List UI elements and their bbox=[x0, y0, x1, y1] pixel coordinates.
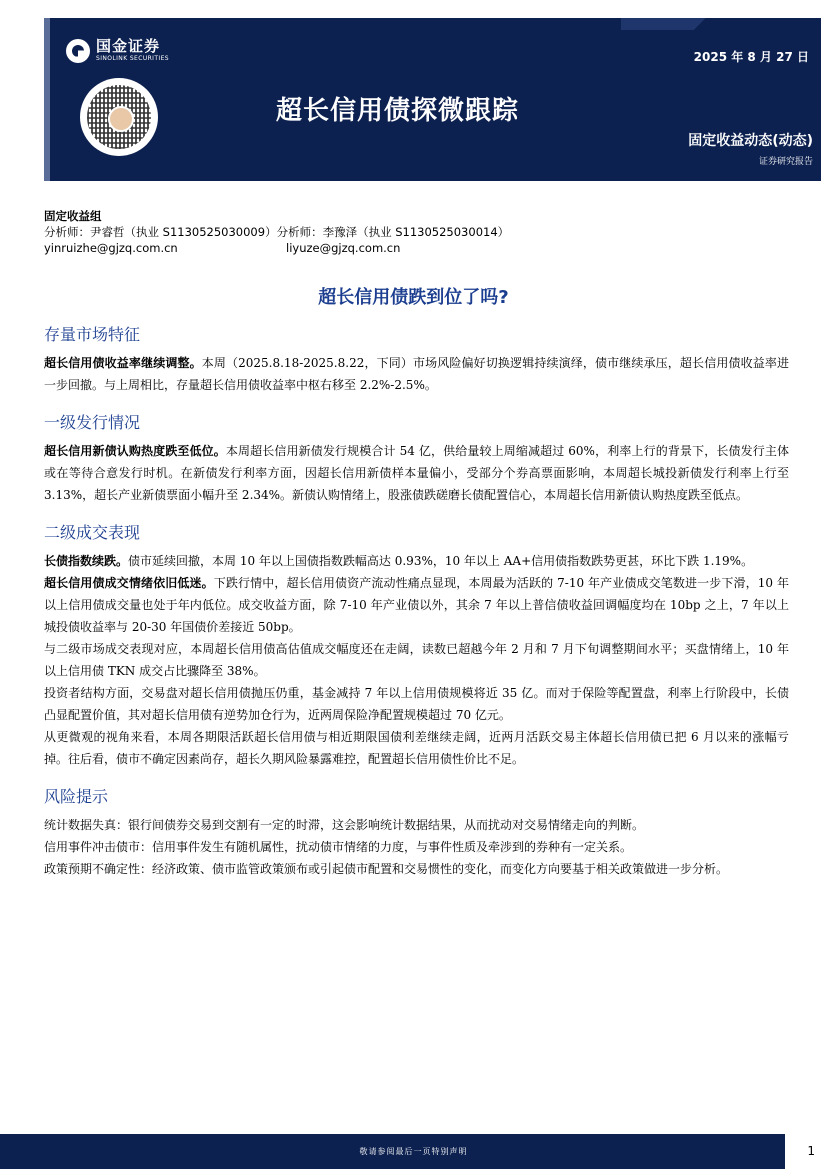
paragraph-text: 从更微观的视角来看，本周各期限活跃超长信用债与相近期限国债利差继续走阔，近两月活跃交易主体超长信用债已把 6 月以来的涨幅亏掉。往后看，债市不确定因素尚存，超长久期风险暴露难控，配置超长信用债性价比不足。 bbox=[44, 730, 789, 766]
paragraph-text: 与二级市场成交表现对应，本周超长信用债高估值成交幅度还在走阔，读数已超越今年 2 月和 7 月下旬调整期间水平；买盘情绪上，10 年以上信用债 TKN 成交占比骤降至 38%。 bbox=[44, 642, 789, 678]
report-series-title: 超长信用债探微跟踪 bbox=[276, 96, 520, 126]
analysts-line: 分析师：尹睿哲（执业 S1130525030009）分析师：李豫泽（执业 S1130525030014） bbox=[44, 225, 510, 239]
logo-name-cn: 国金证券 bbox=[96, 37, 161, 55]
paragraph-text: 下跌行情中，超长信用债资产流动性痛点显现，本周最为活跃的 7-10 年产业债成交笔数进一步下滑，10 年以上信用债成交量也处于年内低位。成交收益方面，除 7-10 年产业债以外，其余 7 年以上普信债收益回调幅度均在 10bp 之上，7 年以上城投债收益率与 20-30 年国债价差接近 50bp。 bbox=[44, 576, 789, 634]
report-body bbox=[44, 324, 789, 896]
report-header bbox=[44, 18, 821, 181]
body-paragraph bbox=[44, 638, 789, 682]
paragraph-lead: 长债指数续跌。 bbox=[44, 554, 129, 568]
body-paragraph bbox=[44, 440, 789, 506]
page-footer bbox=[0, 1134, 827, 1169]
paragraph-text: 信用事件冲击债市：信用事件发生有随机属性，扰动债市情绪的力度，与事件性质及牵涉到的券种有一定关系。 bbox=[44, 840, 633, 854]
paragraph-lead: 超长信用债收益率继续调整。 bbox=[44, 356, 202, 370]
report-section bbox=[44, 324, 789, 396]
paragraph-lead: 超长信用新债认购热度跌至低位。 bbox=[44, 444, 226, 458]
paragraph-text: 投资者结构方面，交易盘对超长信用债抛压仍重，基金减持 7 年以上信用债规模将近 35 亿。而对于保险等配置盘，利率上行阶段中，长债凸显配置价值，其对超长信用债有逆势加仓行为，近两周保险净配置规模超过 70 亿元。 bbox=[44, 686, 789, 722]
paragraph-text: 本周超长信用新债发行规模合计 54 亿，供给量较上周缩减超过 60%，利率上行的背景下，长债发行主体或在等待合意发行时机。在新债发行利率方面，因超长信用新债样本量偏小，受部分个券高票面影响，本周超长城投新债发行利率上行至 3.13%，超长产业新债票面小幅升至 2.34%。新债认购情绪上，股涨债跌磋磨长债配置信心，本周超长信用新债认购热度跌至低点。 bbox=[44, 444, 789, 502]
team-name: 固定收益组 bbox=[44, 209, 102, 223]
footer-disclaimer: 敬请参阅最后一页特别声明 bbox=[359, 1147, 468, 1156]
paragraph-text: 债市延续回撤，本周 10 年以上国债指数跌幅高达 0.93%，10 年以上 AA+信用债指数跌势更甚，环比下跌 1.19%。 bbox=[128, 554, 754, 568]
report-type: 固定收益动态(动态) bbox=[688, 133, 813, 149]
section-heading: 一级发行情况 bbox=[44, 413, 141, 432]
report-section bbox=[44, 522, 789, 770]
analyst-email-1[interactable]: yinruizhe@gjzq.com.cn bbox=[44, 241, 178, 255]
analyst-email-2[interactable]: liyuze@gjzq.com.cn bbox=[286, 241, 401, 255]
report-section bbox=[44, 786, 789, 880]
paragraph-text: 本周（2025.8.18-2025.8.22，下同）市场风险偏好切换逻辑持续演绎，债市继续承压，超长信用债收益率进一步回撤。与上周相比，存量超长信用债收益率中枢右移至 2.2%-2.5%。 bbox=[44, 356, 789, 392]
body-paragraph bbox=[44, 814, 789, 836]
paragraph-text: 统计数据失真：银行间债券交易到交割有一定的时滞，这会影响统计数据结果，从而扰动对交易情绪走向的判断。 bbox=[44, 818, 645, 832]
page-number: 1 bbox=[807, 1144, 815, 1158]
company-logo bbox=[66, 38, 169, 63]
body-paragraph bbox=[44, 572, 789, 638]
body-paragraph bbox=[44, 726, 789, 770]
report-category: 证券研究报告 bbox=[758, 157, 813, 167]
logo-icon bbox=[66, 39, 90, 63]
body-paragraph bbox=[44, 550, 789, 572]
body-paragraph bbox=[44, 858, 789, 880]
section-heading: 存量市场特征 bbox=[44, 325, 141, 344]
paragraph-text: 政策预期不确定性：经济政策、债市监管政策颁布或引起债市配置和交易惯性的变化，而变化方向要基于相关政策做进一步分析。 bbox=[44, 862, 729, 876]
section-heading: 风险提示 bbox=[44, 787, 109, 806]
body-paragraph bbox=[44, 682, 789, 726]
qr-code-icon bbox=[80, 78, 158, 156]
logo-name-en: SINOLINK SECURITIES bbox=[96, 55, 169, 62]
body-paragraph bbox=[44, 836, 789, 858]
report-date: 2025 年 8 月 27 日 bbox=[693, 50, 809, 64]
report-section bbox=[44, 412, 789, 506]
document-title: 超长信用债跌到位了吗? bbox=[318, 287, 509, 308]
author-info bbox=[44, 208, 509, 256]
paragraph-lead: 超长信用债成交情绪依旧低迷。 bbox=[44, 576, 214, 590]
body-paragraph bbox=[44, 352, 789, 396]
header-accent-bar bbox=[44, 18, 50, 181]
header-stripe bbox=[621, 18, 821, 30]
section-heading: 二级成交表现 bbox=[44, 523, 141, 542]
